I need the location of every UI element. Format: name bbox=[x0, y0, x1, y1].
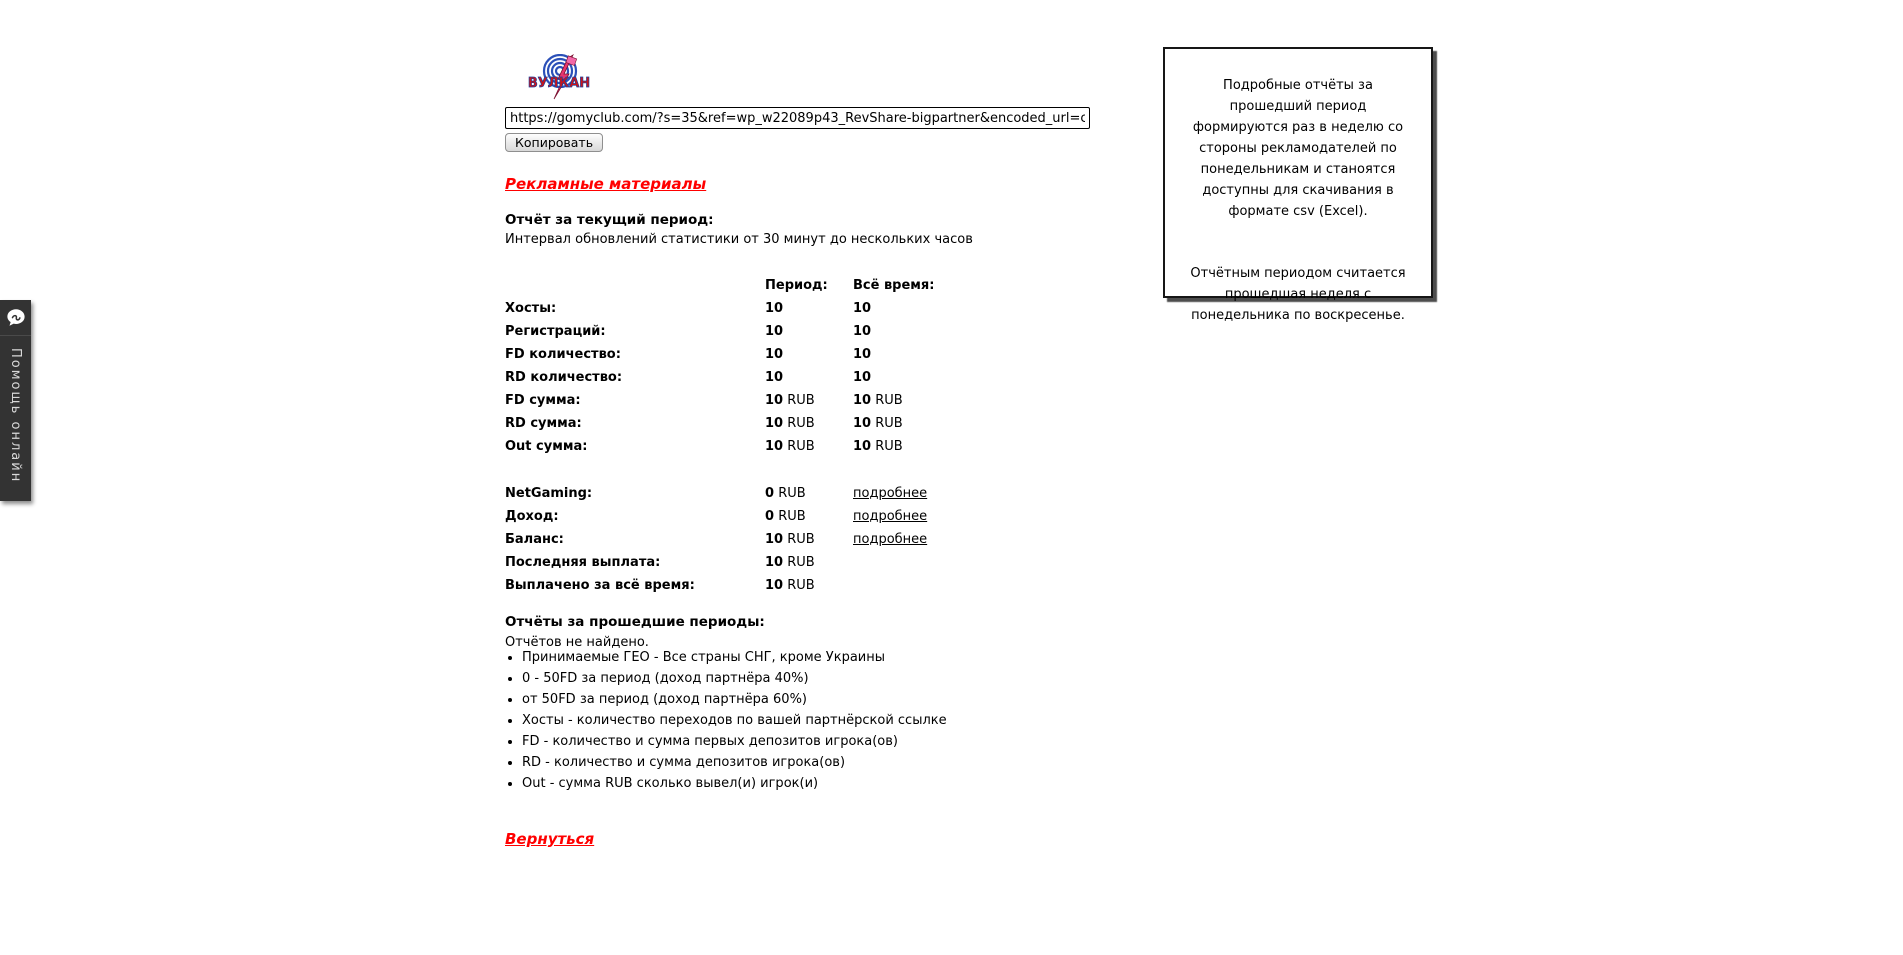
update-interval-note: Интервал обновлений статистики от 30 минут до нескольких часов bbox=[505, 232, 973, 247]
row-label-paid-total: Выплачено за всё время: bbox=[505, 578, 695, 593]
list-item: • FD - количество и сумма первых депозитов игрока(ов) bbox=[522, 734, 947, 750]
vulkan-logo bbox=[523, 54, 595, 100]
chat-icon-box bbox=[0, 300, 31, 336]
row-value-paid-total: 10 RUB bbox=[765, 578, 815, 593]
row-label-rd-sum: RD сумма: bbox=[505, 416, 582, 431]
row-value-hosts-alltime: 10 bbox=[853, 301, 872, 316]
info-paragraph-2: Отчётным периодом считается прошедшая неделя с понедельника по воскресенье. bbox=[1190, 266, 1406, 323]
row-label-out-sum: Out сумма: bbox=[505, 439, 588, 454]
row-value-netgaming: 0 RUB bbox=[765, 486, 806, 501]
row-label-balance: Баланс: bbox=[505, 532, 564, 547]
income-details-link[interactable]: подробнее bbox=[853, 509, 928, 524]
row-value-registrations-period: 10 bbox=[765, 324, 784, 339]
column-header-alltime: Всё время: bbox=[853, 278, 935, 293]
chat-bubble-icon bbox=[5, 307, 27, 329]
row-label-fd-sum: FD сумма: bbox=[505, 393, 581, 408]
table-corner-spacer bbox=[505, 274, 765, 297]
back-link[interactable]: Вернуться bbox=[505, 830, 595, 848]
geo-terms-list bbox=[505, 650, 885, 713]
list-item: • Принимаемые ГЕО - Все страны СНГ, кроме Украины bbox=[522, 650, 885, 666]
row-value-last-payout: 10 RUB bbox=[765, 555, 815, 570]
row-value-out-sum-period: 10 RUB bbox=[765, 439, 815, 454]
row-label-netgaming: NetGaming: bbox=[505, 486, 593, 501]
row-value-hosts-period: 10 bbox=[765, 301, 784, 316]
past-reports-empty: Отчётов не найдено. bbox=[505, 635, 649, 650]
row-label-last-payout: Последняя выплата: bbox=[505, 555, 661, 570]
list-item: • от 50FD за период (доход партнёра 60%) bbox=[522, 692, 885, 708]
list-item: • Хосты - количество переходов по вашей партнёрской ссылке bbox=[522, 713, 947, 729]
row-value-rd-count-period: 10 bbox=[765, 370, 784, 385]
row-value-out-sum-alltime: 10 RUB bbox=[853, 439, 903, 454]
row-label-rd-count: RD количество: bbox=[505, 370, 623, 385]
row-value-rd-sum-period: 10 RUB bbox=[765, 416, 815, 431]
row-label-income: Доход: bbox=[505, 509, 559, 524]
glossary-list bbox=[505, 713, 947, 797]
list-item: • RD - количество и сумма депозитов игрока(ов) bbox=[522, 755, 947, 771]
row-value-rd-count-alltime: 10 bbox=[853, 370, 872, 385]
weekly-reports-info-box bbox=[1163, 47, 1433, 323]
vulkan-logo-text: ВУЛКАН bbox=[527, 76, 591, 91]
row-label-hosts: Хосты: bbox=[505, 301, 557, 316]
row-label-registrations: Регистраций: bbox=[505, 324, 606, 339]
column-header-period: Период: bbox=[765, 278, 828, 293]
list-item: • Out - сумма RUB сколько вывел(и) игрок(и) bbox=[522, 776, 947, 792]
row-value-fd-sum-alltime: 10 RUB bbox=[853, 393, 903, 408]
current-report-heading: Отчёт за текущий период: bbox=[505, 212, 714, 228]
info-paragraph-1: Подробные отчёты за прошедший период формируются раз в неделю со стороны рекламодателей по понедельникам и станоятся доступны для скачивания в формате csv (Excel). bbox=[1192, 78, 1404, 219]
copy-button[interactable]: Копировать bbox=[505, 133, 603, 152]
row-value-fd-sum-period: 10 RUB bbox=[765, 393, 815, 408]
row-value-balance: 10 RUB bbox=[765, 532, 815, 547]
main-content bbox=[505, 0, 1165, 848]
row-value-income: 0 RUB bbox=[765, 509, 806, 524]
row-value-fd-count-period: 10 bbox=[765, 347, 784, 362]
row-label-fd-count: FD количество: bbox=[505, 347, 621, 362]
current-report-table bbox=[505, 274, 1045, 458]
help-online-label: Помощь онлайн bbox=[8, 348, 23, 484]
netgaming-details-link[interactable]: подробнее bbox=[853, 486, 928, 501]
promo-materials-link[interactable]: Рекламные материалы bbox=[505, 175, 707, 193]
row-value-fd-count-alltime: 10 bbox=[853, 347, 872, 362]
list-item: • 0 - 50FD за период (доход партнёра 40%) bbox=[522, 671, 885, 687]
row-value-registrations-alltime: 10 bbox=[853, 324, 872, 339]
row-value-rd-sum-alltime: 10 RUB bbox=[853, 416, 903, 431]
help-online-tab[interactable] bbox=[0, 300, 31, 501]
past-reports-heading: Отчёты за прошедшие периоды: bbox=[505, 614, 765, 630]
referral-url-input[interactable] bbox=[505, 107, 1090, 129]
balance-table bbox=[505, 482, 1045, 597]
balance-details-link[interactable]: подробнее bbox=[853, 532, 928, 547]
